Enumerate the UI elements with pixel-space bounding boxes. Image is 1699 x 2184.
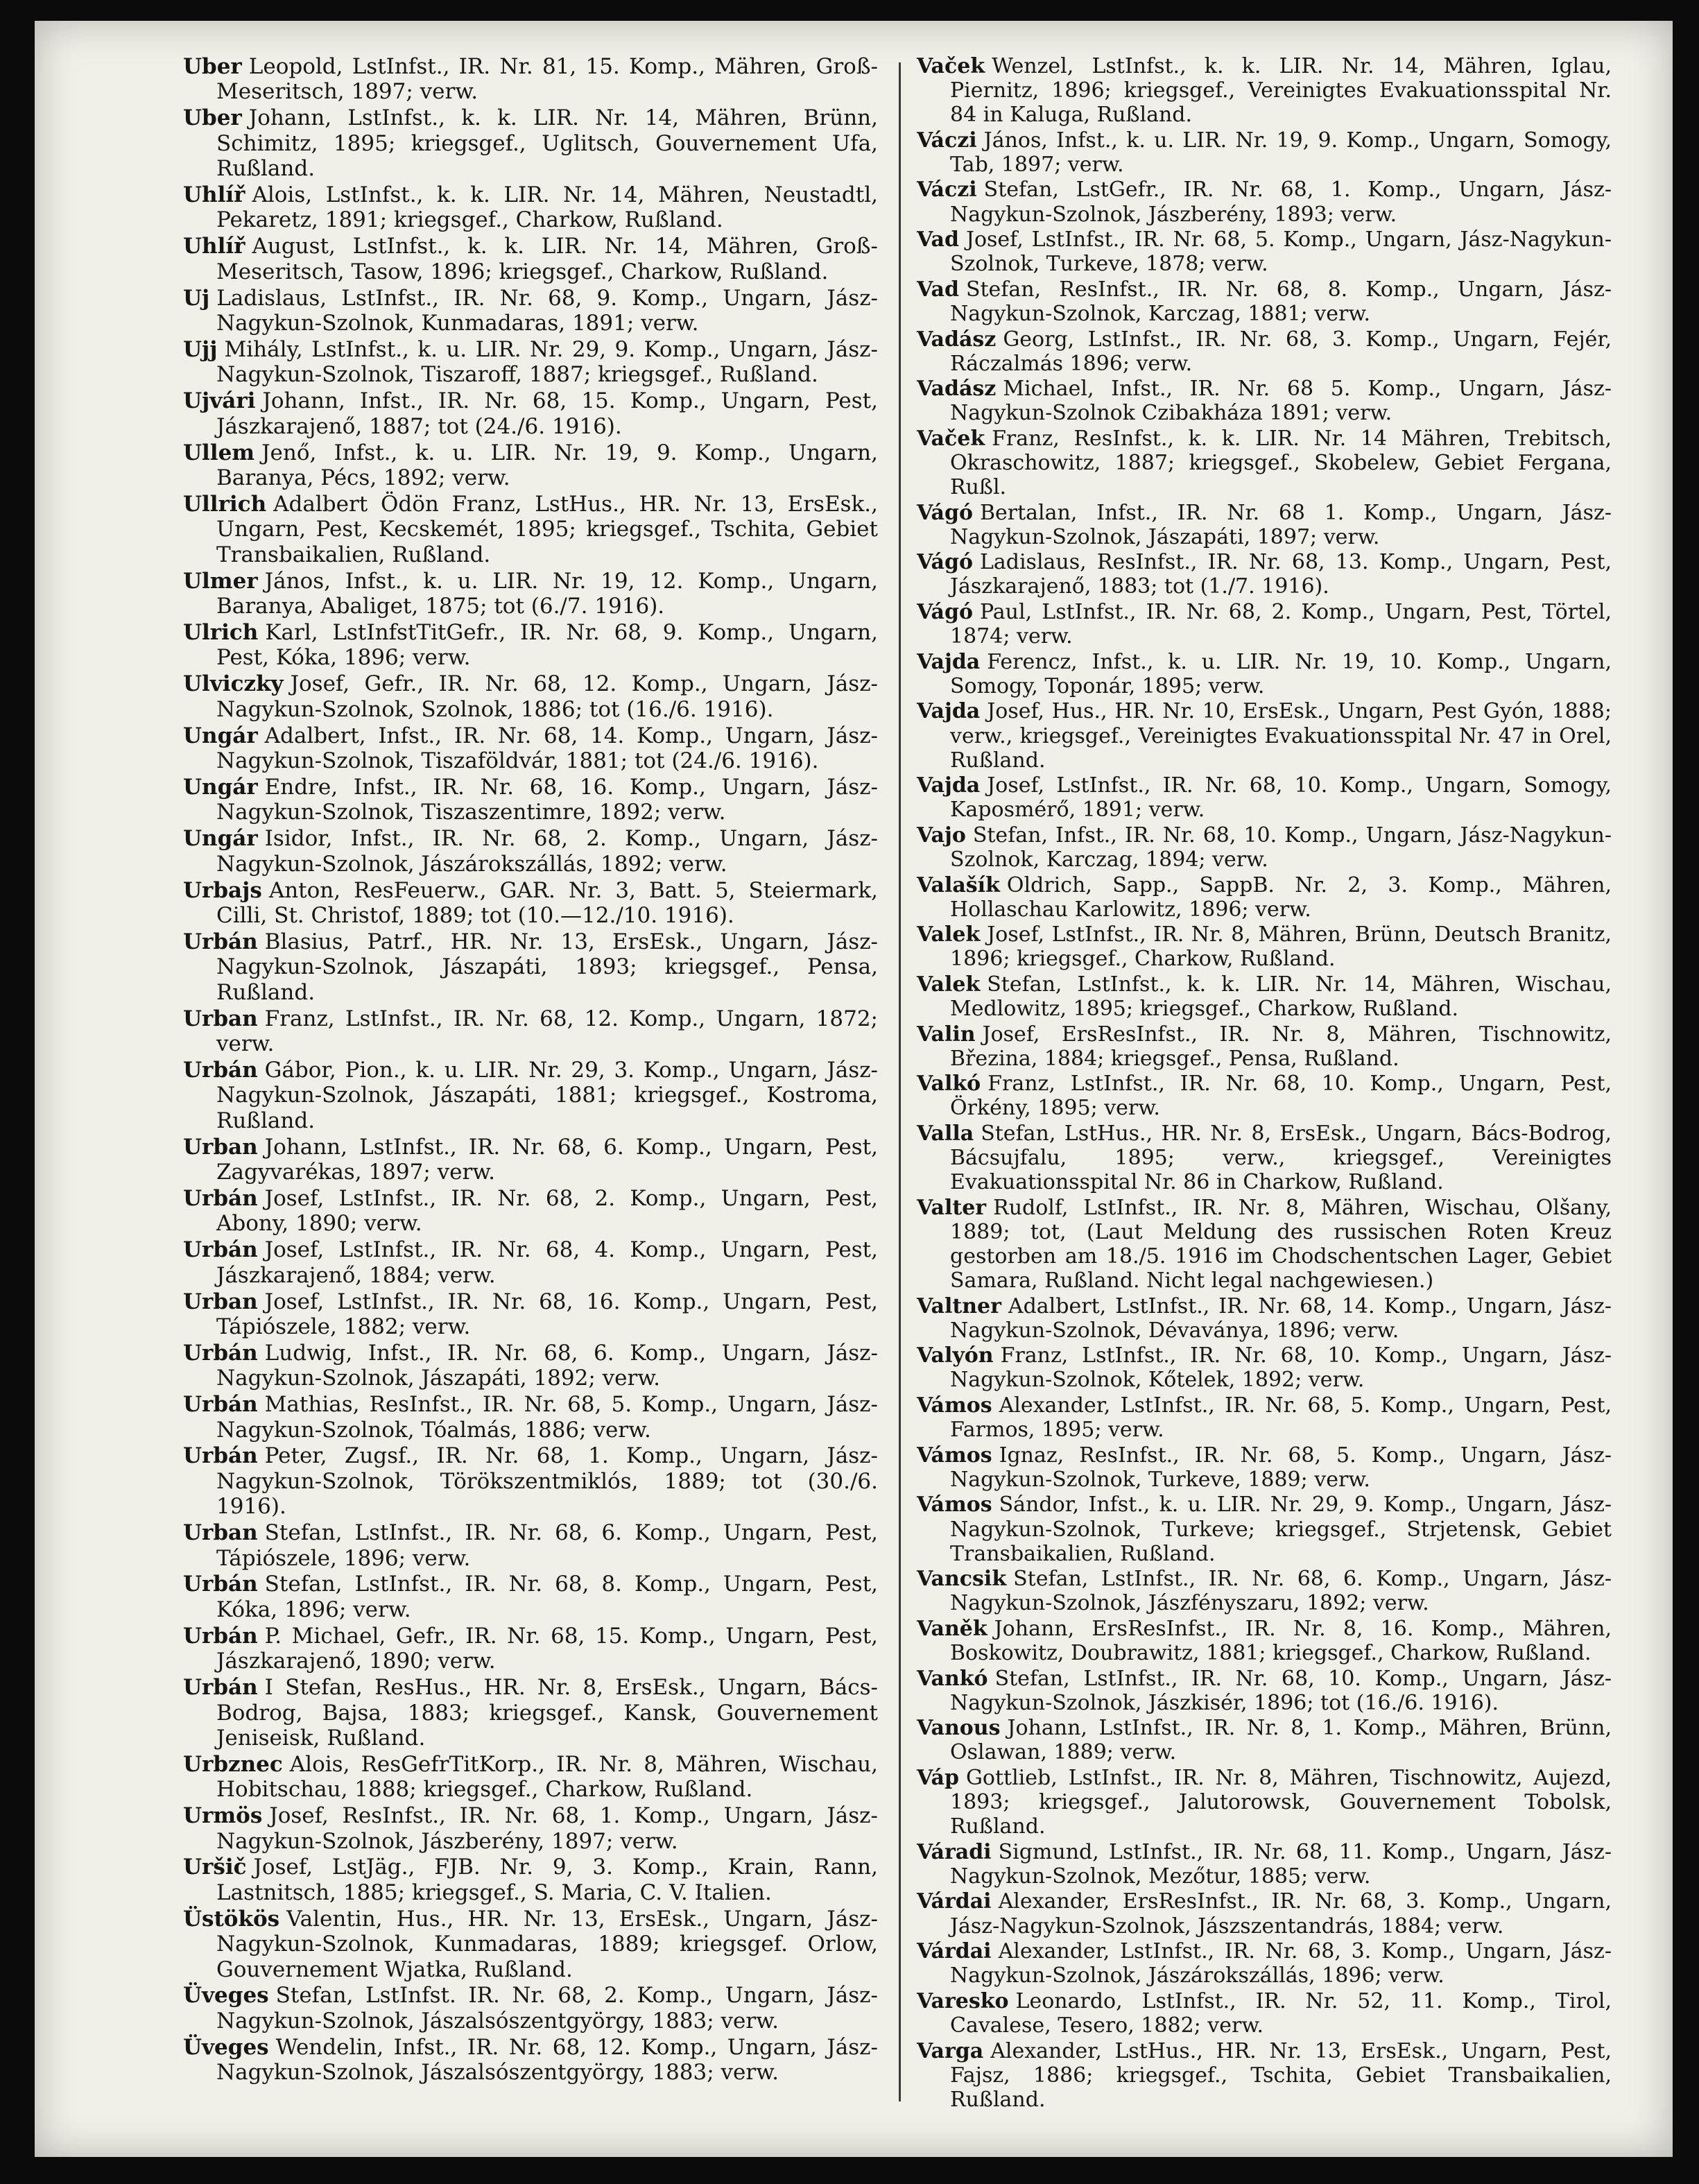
entry-details: August, LstInfst., k. k. LIR. Nr. 14, Mähren, Groß-Meseritsch, Tasow, 1896; kriegsgef., Charkow, Rußland.	[216, 234, 878, 284]
list-entry	[917, 823, 1612, 872]
entry-surname: Urbán	[183, 1057, 258, 1083]
entry-surname: Urbán	[183, 1392, 258, 1418]
entry-surname: Vad	[917, 277, 959, 302]
entry-details: Alexander, LstInfst., IR. Nr. 68, 5. Komp., Ungarn, Pest, Farmos, 1895; verw.	[950, 1393, 1612, 1443]
list-entry	[917, 128, 1612, 177]
entry-surname: Üstökös	[183, 1906, 280, 1932]
entry-surname: Uber	[183, 54, 242, 79]
list-entry	[183, 723, 878, 774]
entry-surname: Vaněk	[917, 1616, 988, 1641]
entry-surname: Vajda	[917, 649, 981, 674]
entry-details: Sándor, Infst., k. u. LIR. Nr. 29, 9. Komp., Ungarn, Jász-Nagykun-Szolnok, Turkeve; kriegsgef., Strjetensk, Gebiet Transbaikalien, Rußland.	[950, 1493, 1612, 1566]
list-entry	[183, 1855, 878, 1905]
list-entry	[183, 1186, 878, 1237]
entry-surname: Ujvári	[183, 388, 256, 414]
list-entry	[183, 620, 878, 671]
entry-details: Ludwig, Infst., IR. Nr. 68, 6. Komp., Ungarn, Jász-Nagykun-Szolnok, Jászapáti, 1892; verw.	[216, 1340, 878, 1391]
entry-details: Josef, ResInfst., IR. Nr. 68, 1. Komp., Ungarn, Jász-Nagykun-Szolnok, Jászberény, 1897; verw.	[216, 1803, 878, 1854]
entry-details: Blasius, Patrf., HR. Nr. 13, ErsEsk., Ungarn, Jász-Nagykun-Szolnok, Jászapáti, 1893; kriegsgef., Pensa, Rußland.	[216, 929, 878, 1005]
entry-surname: Uhlíř	[183, 182, 245, 208]
entry-details: Bertalan, Infst., IR. Nr. 68 1. Komp., Ungarn, Jász-Nagykun-Szolnok, Jászapáti, 1897; verw.	[950, 500, 1612, 549]
entry-surname: Vágó	[917, 550, 973, 575]
list-entry	[183, 2035, 878, 2086]
entry-details: Anton, ResFeuerw., GAR. Nr. 3, Batt. 5, Steiermark, Cilli, St. Christof, 1889; tot (10.—12./10. 1916).	[216, 877, 878, 928]
entry-surname: Urban	[183, 1134, 258, 1160]
entry-surname: Vágó	[917, 600, 973, 625]
list-entry	[917, 501, 1612, 549]
entry-surname: Vancsik	[917, 1567, 1007, 1592]
entry-details: Stefan, Infst., IR. Nr. 68, 10. Komp., Ungarn, Jász-Nagykun-Szolnok, Karczag, 1894; verw.	[950, 823, 1612, 872]
entry-details: Stefan, LstHus., HR. Nr. 8, ErsEsk., Ungarn, Bács-Bodrog, Bácsujfalu, 1895; verw., kriegsgef., Vereinigtes Evakuationsspital Nr. 86 in Charkow, Rußland.	[950, 1121, 1612, 1195]
list-entry	[183, 182, 878, 233]
list-entry	[183, 1624, 878, 1674]
entry-details: Georg, LstInfst., IR. Nr. 68, 3. Komp., Ungarn, Fejér, Ráczalmás 1896; verw.	[950, 327, 1612, 376]
entry-surname: Urbajs	[183, 877, 262, 903]
entry-surname: Valtner	[917, 1293, 1001, 1318]
entry-details: Ferencz, Infst., k. u. LIR. Nr. 19, 10. Komp., Ungarn, Somogy, Toponár, 1895; verw.	[950, 649, 1612, 698]
list-entry	[917, 227, 1612, 276]
entry-details: János, Infst., k. u. LIR. Nr. 19, 9. Komp., Ungarn, Somogy, Tab, 1897; verw.	[950, 128, 1612, 177]
entry-details: Stefan, LstInfst. IR. Nr. 68, 2. Komp., Ungarn, Jász-Nagykun-Szolnok, Jászalsószentgyörgy, 1883; verw.	[216, 1983, 878, 2033]
list-entry	[917, 972, 1612, 1021]
entry-surname: Ungár	[183, 723, 258, 748]
entry-surname: Vajda	[917, 699, 981, 724]
entry-surname: Ungár	[183, 774, 258, 800]
entry-details: Johann, ErsResInfst., IR. Nr. 8, 16. Komp., Mähren, Boskowitz, Doubrawitz, 1881; kriegsgef., Charkow, Rußland.	[950, 1616, 1612, 1665]
entry-details: Endre, Infst., IR. Nr. 68, 16. Komp., Ungarn, Jász-Nagykun-Szolnok, Tiszaszentimre, 1892; verw.	[216, 774, 878, 825]
entry-surname: Urban	[183, 1520, 258, 1546]
entry-surname: Várdai	[917, 1889, 992, 1914]
entry-details: Stefan, LstInfst., k. k. LIR. Nr. 14, Mähren, Wischau, Medlowitz, 1895; kriegsgef., Charkow, Rußland.	[950, 972, 1612, 1022]
entry-details: Josef, Gefr., IR. Nr. 68, 12. Komp., Ungarn, Jász-Nagykun-Szolnok, Szolnok, 1886; tot (16./6. 1916).	[216, 671, 878, 722]
entry-surname: Üveges	[183, 2034, 269, 2060]
entry-surname: Vajo	[917, 823, 966, 848]
list-entry	[183, 234, 878, 284]
list-entry	[183, 878, 878, 929]
entry-details: Oldrich, Sapp., SappB. Nr. 2, 3. Komp., Mähren, Hollaschau Karlowitz, 1896; verw.	[950, 872, 1612, 922]
entry-surname: Ungár	[183, 826, 258, 852]
list-entry	[917, 600, 1612, 648]
entry-details: Karl, LstInfstTitGefr., IR. Nr. 68, 9. Komp., Ungarn, Pest, Kóka, 1896; verw.	[216, 619, 878, 671]
entry-details: Mihály, LstInfst., k. u. LIR. Nr. 29, 9. Komp., Ungarn, Jász-Nagykun-Szolnok, Tiszaroff, 1887; kriegsgef., Rußland.	[216, 336, 878, 388]
list-entry	[917, 1393, 1612, 1442]
list-entry	[183, 440, 878, 491]
entry-details: Alexander, LstHus., HR. Nr. 13, ErsEsk., Ungarn, Pest, Fajsz, 1886; kriegsgef., Tschita, Gebiet Transbaikalien, Rußland.	[950, 2038, 1612, 2112]
entry-details: Alexander, LstInfst., IR. Nr. 68, 3. Komp., Ungarn, Jász-Nagykun-Szolnok, Jászárokszállás, 1896; verw.	[950, 1939, 1612, 1988]
list-entry	[917, 427, 1612, 499]
entry-surname: Urbán	[183, 1185, 258, 1211]
entry-details: P. Michael, Gefr., IR. Nr. 68, 15. Komp., Ungarn, Pest, Jászkarajenő, 1890; verw.	[216, 1623, 878, 1674]
entry-surname: Valek	[917, 972, 981, 997]
entry-surname: Varga	[917, 2038, 984, 2063]
list-entry	[183, 1675, 878, 1751]
list-entry	[917, 1493, 1612, 1565]
entry-details: Josef, ErsResInfst., IR. Nr. 8, Mähren, Tischnowitz, Březina, 1884; kriegsgef., Pensa, Rußland.	[950, 1022, 1612, 1071]
entry-details: Adalbert, LstInfst., IR. Nr. 68, 14. Komp., Ungarn, Jász-Nagykun-Szolnok, Dévaványa, 1896; verw.	[950, 1293, 1612, 1343]
entry-details: Peter, Zugsf., IR. Nr. 68, 1. Komp., Ungarn, Jász-Nagykun-Szolnok, Törökszentmiklós, 1889; tot (30./6. 1916).	[216, 1443, 878, 1520]
list-entry	[917, 922, 1612, 971]
list-entry	[917, 277, 1612, 326]
list-entry	[917, 873, 1612, 922]
entry-surname: Vámos	[917, 1443, 992, 1468]
list-entry	[183, 1058, 878, 1133]
entry-details: Stefan, LstInfst., IR. Nr. 68, 6. Komp., Ungarn, Jász-Nagykun-Szolnok, Jászfényszaru, 1892; verw.	[950, 1567, 1612, 1616]
entry-surname: Váczi	[917, 178, 977, 203]
entry-details: Ignaz, ResInfst., IR. Nr. 68, 5. Komp., Ungarn, Jász-Nagykun-Szolnok, Turkeve, 1889; verw.	[950, 1443, 1612, 1492]
entry-surname: Vankó	[917, 1666, 988, 1691]
entry-surname: Vaček	[917, 54, 985, 78]
entry-details: Paul, LstInfst., IR. Nr. 68, 2. Komp., Ungarn, Pest, Törtel, 1874; verw.	[950, 600, 1612, 649]
entry-surname: Vadász	[917, 327, 997, 352]
entry-surname: Vadász	[917, 377, 997, 402]
list-entry	[183, 105, 878, 181]
list-entry	[183, 1392, 878, 1443]
list-entry	[183, 1520, 878, 1571]
list-entry	[917, 54, 1612, 127]
list-entry	[917, 1343, 1612, 1392]
list-entry	[917, 650, 1612, 698]
entry-surname: Varesko	[917, 1988, 1009, 2013]
entry-surname: Ulmer	[183, 568, 258, 594]
entry-details: Adalbert, Infst., IR. Nr. 68, 14. Komp., Ungarn, Jász-Nagykun-Szolnok, Tiszaföldvár, 1881; tot (24./6. 1916).	[216, 723, 878, 773]
list-entry	[917, 1617, 1612, 1665]
list-entry	[917, 1567, 1612, 1615]
entry-details: Wendelin, Infst., IR. Nr. 68, 12. Komp., Ungarn, Jász-Nagykun-Szolnok, Jászalsószentgyörgy, 1883; verw.	[216, 2034, 878, 2086]
list-entry	[183, 54, 878, 105]
right-column	[917, 54, 1612, 2113]
entry-details: Johann, LstInfst., IR. Nr. 8, 1. Komp., Mähren, Brünn, Oslawan, 1889; verw.	[950, 1716, 1612, 1765]
list-entry	[183, 1289, 878, 1340]
list-entry	[917, 377, 1612, 425]
entry-surname: Uhlíř	[183, 234, 245, 259]
entry-details: Johann, LstInfst., k. k. LIR. Nr. 14, Mähren, Brünn, Schimitz, 1895; kriegsgef., Uglitsch, Gouvernement Ufa, Rußland.	[216, 105, 878, 182]
scanned-page	[35, 21, 1673, 2157]
entry-details: Franz, LstInfst., IR. Nr. 68, 10. Komp., Ungarn, Jász-Nagykun-Szolnok, Kőtelek, 1892; verw.	[950, 1343, 1612, 1393]
entry-details: Stefan, LstInfst., IR. Nr. 68, 10. Komp., Ungarn, Jász-Nagykun-Szolnok, Jászkisér, 1896; tot (16./6. 1916).	[950, 1666, 1612, 1715]
list-entry	[917, 1939, 1612, 1988]
entry-surname: Urbán	[183, 1675, 258, 1701]
entry-surname: Uršič	[183, 1855, 247, 1880]
list-entry	[917, 1294, 1612, 1343]
entry-details: Josef, LstInfst., IR. Nr. 68, 5. Komp., Ungarn, Jász-Nagykun-Szolnok, Turkeve, 1878; verw.	[950, 227, 1612, 277]
entry-details: Josef, LstInfst., IR. Nr. 8, Mähren, Brünn, Deutsch Branitz, 1896; kriegsgef., Charkow, Rußland.	[950, 922, 1612, 972]
entry-surname: Valašík	[917, 872, 1000, 897]
entry-details: Franz, ResInfst., k. k. LIR. Nr. 14 Mähren, Trebitsch, Okraschowitz, 1887; kriegsgef., Skobelew, Gebiet Fergana, Rußl.	[950, 426, 1612, 500]
list-entry	[917, 1072, 1612, 1120]
list-entry	[917, 1196, 1612, 1293]
entry-details: Stefan, ResInfst., IR. Nr. 68, 8. Komp., Ungarn, Jász-Nagykun-Szolnok, Karczag, 1881; verw.	[950, 277, 1612, 326]
list-entry	[183, 1341, 878, 1391]
entry-details: Michael, Infst., IR. Nr. 68 5. Komp., Ungarn, Jász-Nagykun-Szolnok Czibakháza 1891; verw.	[950, 377, 1612, 426]
entry-surname: Urbán	[183, 1443, 258, 1469]
list-entry	[183, 1443, 878, 1519]
column-divider	[899, 62, 901, 2101]
entry-details: Alois, LstInfst., k. k. LIR. Nr. 14, Mähren, Neustadtl, Pekaretz, 1891; kriegsgef., Charkow, Rußland.	[216, 182, 878, 233]
entry-details: Jenő, Infst., k. u. LIR. Nr. 19, 9. Komp., Ungarn, Baranya, Pécs, 1892; verw.	[216, 440, 878, 490]
entry-details: Mathias, ResInfst., IR. Nr. 68, 5. Komp., Ungarn, Jász-Nagykun-Szolnok, Tóalmás, 1886; verw.	[216, 1392, 878, 1443]
entry-details: Leopold, LstInfst., IR. Nr. 81, 15. Komp., Mähren, Groß-Meseritsch, 1897; verw.	[216, 54, 878, 105]
list-entry	[183, 1803, 878, 1854]
entry-details: Franz, LstInfst., IR. Nr. 68, 10. Komp., Ungarn, Pest, Örkény, 1895; verw.	[950, 1072, 1612, 1121]
list-entry	[183, 1135, 878, 1185]
entry-details: Isidor, Infst., IR. Nr. 68, 2. Komp., Ungarn, Jász-Nagykun-Szolnok, Jászárokszállás, 1892; verw.	[216, 826, 878, 877]
entry-surname: Uber	[183, 105, 242, 131]
entry-surname: Vajda	[917, 773, 981, 798]
entry-details: Valentin, Hus., HR. Nr. 13, ErsEsk., Ungarn, Jász-Nagykun-Szolnok, Kunmadaras, 1889; kriegsgef. Orlow, Gouvernement Wjatka, Rußland.	[216, 1906, 878, 1982]
entry-surname: Váradi	[917, 1839, 992, 1864]
entry-surname: Urban	[183, 1289, 258, 1314]
list-entry	[917, 773, 1612, 822]
entry-surname: Vanous	[917, 1716, 1001, 1741]
entry-details: Josef, LstInfst., IR. Nr. 68, 2. Komp., Ungarn, Pest, Abony, 1890; verw.	[216, 1185, 878, 1237]
entry-surname: Urbán	[183, 1340, 258, 1366]
list-entry	[917, 1989, 1612, 2038]
entry-details: Josef, LstJäg., FJB. Nr. 9, 3. Komp., Krain, Rann, Lastnitsch, 1885; kriegsgef., S. Maria, C. V. Italien.	[216, 1855, 878, 1905]
list-entry	[917, 699, 1612, 772]
list-entry	[183, 1752, 878, 1803]
entry-details: Josef, Hus., HR. Nr. 10, ErsEsk., Ungarn, Pest Gyón, 1888; verw., kriegsgef., Vereinigtes Evakuationsspital Nr. 47 in Orel, Rußland.	[950, 699, 1612, 773]
entry-details: Ladislaus, LstInfst., IR. Nr. 68, 9. Komp., Ungarn, Jász-Nagykun-Szolnok, Kunmadaras, 1891; verw.	[216, 285, 878, 336]
list-entry	[917, 1716, 1612, 1764]
list-entry	[917, 327, 1612, 376]
entry-surname: Valyón	[917, 1343, 994, 1368]
entry-details: I Stefan, ResHus., HR. Nr. 8, ErsEsk., Ungarn, Bács-Bodrog, Bajsa, 1883; kriegsgef., Kansk, Gouvernement Jeniseisk, Rußland.	[216, 1675, 878, 1751]
entry-details: Johann, LstInfst., IR. Nr. 68, 6. Komp., Ungarn, Pest, Zagyvarékas, 1897; verw.	[216, 1134, 878, 1185]
entry-surname: Urbán	[183, 1623, 258, 1649]
list-entry	[917, 1840, 1612, 1889]
entry-details: Josef, LstInfst., IR. Nr. 68, 4. Komp., Ungarn, Pest, Jászkarajenő, 1884; verw.	[216, 1237, 878, 1288]
list-entry	[183, 1237, 878, 1288]
list-entry	[917, 1022, 1612, 1071]
list-entry	[917, 550, 1612, 599]
entry-surname: Váczi	[917, 128, 977, 153]
entry-surname: Ulrich	[183, 619, 259, 645]
list-entry	[917, 1766, 1612, 1839]
entry-surname: Valla	[917, 1121, 974, 1146]
entry-details: Stefan, LstInfst., IR. Nr. 68, 8. Komp., Ungarn, Pest, Kóka, 1896; verw.	[216, 1572, 878, 1622]
list-entry	[917, 1121, 1612, 1194]
entry-details: Leonardo, LstInfst., IR. Nr. 52, 11. Komp., Tirol, Cavalese, Tesero, 1882; verw.	[950, 1988, 1612, 2038]
list-entry	[183, 1572, 878, 1622]
entry-surname: Urbán	[183, 1237, 258, 1263]
entry-details: Sigmund, LstInfst., IR. Nr. 68, 11. Komp., Ungarn, Jász-Nagykun-Szolnok, Mezőtur, 1885; verw.	[950, 1839, 1612, 1889]
entry-details: Gottlieb, LstInfst., IR. Nr. 8, Mähren, Tischnowitz, Aujezd, 1893; kriegsgef., Jalutorowsk, Gouvernement Tobolsk, Rußland.	[950, 1765, 1612, 1839]
entry-surname: Ulviczky	[183, 671, 284, 697]
entry-surname: Váp	[917, 1765, 959, 1790]
entry-details: Ladislaus, ResInfst., IR. Nr. 68, 13. Komp., Ungarn, Pest, Jászkarajenő, 1883; tot (1./7. 1916).	[950, 550, 1612, 599]
entry-surname: Valek	[917, 922, 981, 947]
entry-details: Stefan, LstInfst., IR. Nr. 68, 6. Komp., Ungarn, Pest, Tápiószele, 1896; verw.	[216, 1520, 878, 1571]
entry-surname: Vágó	[917, 500, 973, 525]
entry-surname: Urbznec	[183, 1751, 283, 1777]
list-entry	[183, 775, 878, 825]
list-entry	[917, 178, 1612, 226]
entry-surname: Vámos	[917, 1393, 992, 1418]
entry-surname: Uj	[183, 285, 210, 311]
entry-details: Josef, LstInfst., IR. Nr. 68, 16. Komp., Ungarn, Pest, Tápiószele, 1882; verw.	[216, 1289, 878, 1339]
entry-surname: Ullem	[183, 440, 255, 465]
entry-surname: Vámos	[917, 1493, 992, 1517]
list-entry	[917, 1443, 1612, 1492]
list-entry	[183, 826, 878, 877]
entry-details: Josef, LstInfst., IR. Nr. 68, 10. Komp., Ungarn, Somogy, Kaposmérő, 1891; verw.	[950, 773, 1612, 823]
entry-details: János, Infst., k. u. LIR. Nr. 19, 12. Komp., Ungarn, Baranya, Abaliget, 1875; tot (6./7. 1916).	[216, 568, 878, 619]
entry-surname: Valkó	[917, 1072, 981, 1097]
entry-surname: Urbán	[183, 1572, 258, 1597]
entry-details: Gábor, Pion., k. u. LIR. Nr. 29, 3. Komp., Ungarn, Jász-Nagykun-Szolnok, Jászapáti, 1881; kriegsgef., Kostroma, Rußland.	[216, 1057, 878, 1133]
left-column	[183, 54, 878, 2086]
entry-surname: Ujj	[183, 336, 218, 362]
list-entry	[183, 286, 878, 336]
entry-surname: Valter	[917, 1195, 987, 1220]
entry-details: Alexander, ErsResInfst., IR. Nr. 68, 3. Komp., Ungarn, Jász-Nagykun-Szolnok, Jászszentandrás, 1884; verw.	[950, 1889, 1612, 1938]
list-entry	[183, 1907, 878, 1982]
entry-details: Franz, LstInfst., IR. Nr. 68, 12. Komp., Ungarn, 1872; verw.	[216, 1006, 878, 1056]
list-entry	[183, 671, 878, 722]
entry-details: Wenzel, LstInfst., k. k. LIR. Nr. 14, Mähren, Iglau, Piernitz, 1896; kriegsgef., Vereinigtes Evakuationsspital Nr. 84 in Kaluga, Rußland.	[950, 54, 1612, 128]
entry-surname: Vaček	[917, 426, 985, 451]
entry-details: Alois, ResGefrTitKorp., IR. Nr. 8, Mähren, Wischau, Hobitschau, 1888; kriegsgef., Charkow, Rußland.	[216, 1751, 878, 1803]
entry-surname: Várdai	[917, 1939, 992, 1964]
entry-surname: Urban	[183, 1006, 258, 1031]
entry-surname: Valin	[917, 1022, 976, 1047]
entry-surname: Üveges	[183, 1983, 269, 2009]
entry-surname: Vad	[917, 227, 959, 252]
list-entry	[183, 337, 878, 388]
entry-details: Johann, Infst., IR. Nr. 68, 15. Komp., Ungarn, Pest, Jászkarajenő, 1887; tot (24./6. 1916).	[216, 388, 878, 439]
list-entry	[917, 1889, 1612, 1938]
list-entry	[183, 1983, 878, 2033]
list-entry	[183, 929, 878, 1005]
entry-details: Adalbert Ödön Franz, LstHus., HR. Nr. 13, ErsEsk., Ungarn, Pest, Kecskemét, 1895; kriegsgef., Tschita, Gebiet Transbaikalien, Rußland.	[216, 491, 878, 567]
entry-details: Rudolf, LstInfst., IR. Nr. 8, Mähren, Wischau, Olšany, 1889; tot, (Laut Meldung des russischen Roten Kreuz gestorben am 18./5. 1916 im Chodschentschen Lager, Gebiet Samara, Rußland. Nicht legal nachgewiesen.)	[950, 1195, 1612, 1293]
list-entry	[183, 569, 878, 619]
entry-surname: Urbán	[183, 929, 258, 954]
list-entry	[917, 2039, 1612, 2112]
list-entry	[183, 388, 878, 439]
list-entry	[183, 1006, 878, 1057]
list-entry	[917, 1667, 1612, 1715]
list-entry	[183, 492, 878, 567]
entry-surname: Urmös	[183, 1803, 263, 1829]
entry-surname: Ullrich	[183, 491, 267, 517]
entry-details: Stefan, LstGefr., IR. Nr. 68, 1. Komp., Ungarn, Jász-Nagykun-Szolnok, Jászberény, 1893; verw.	[950, 178, 1612, 227]
